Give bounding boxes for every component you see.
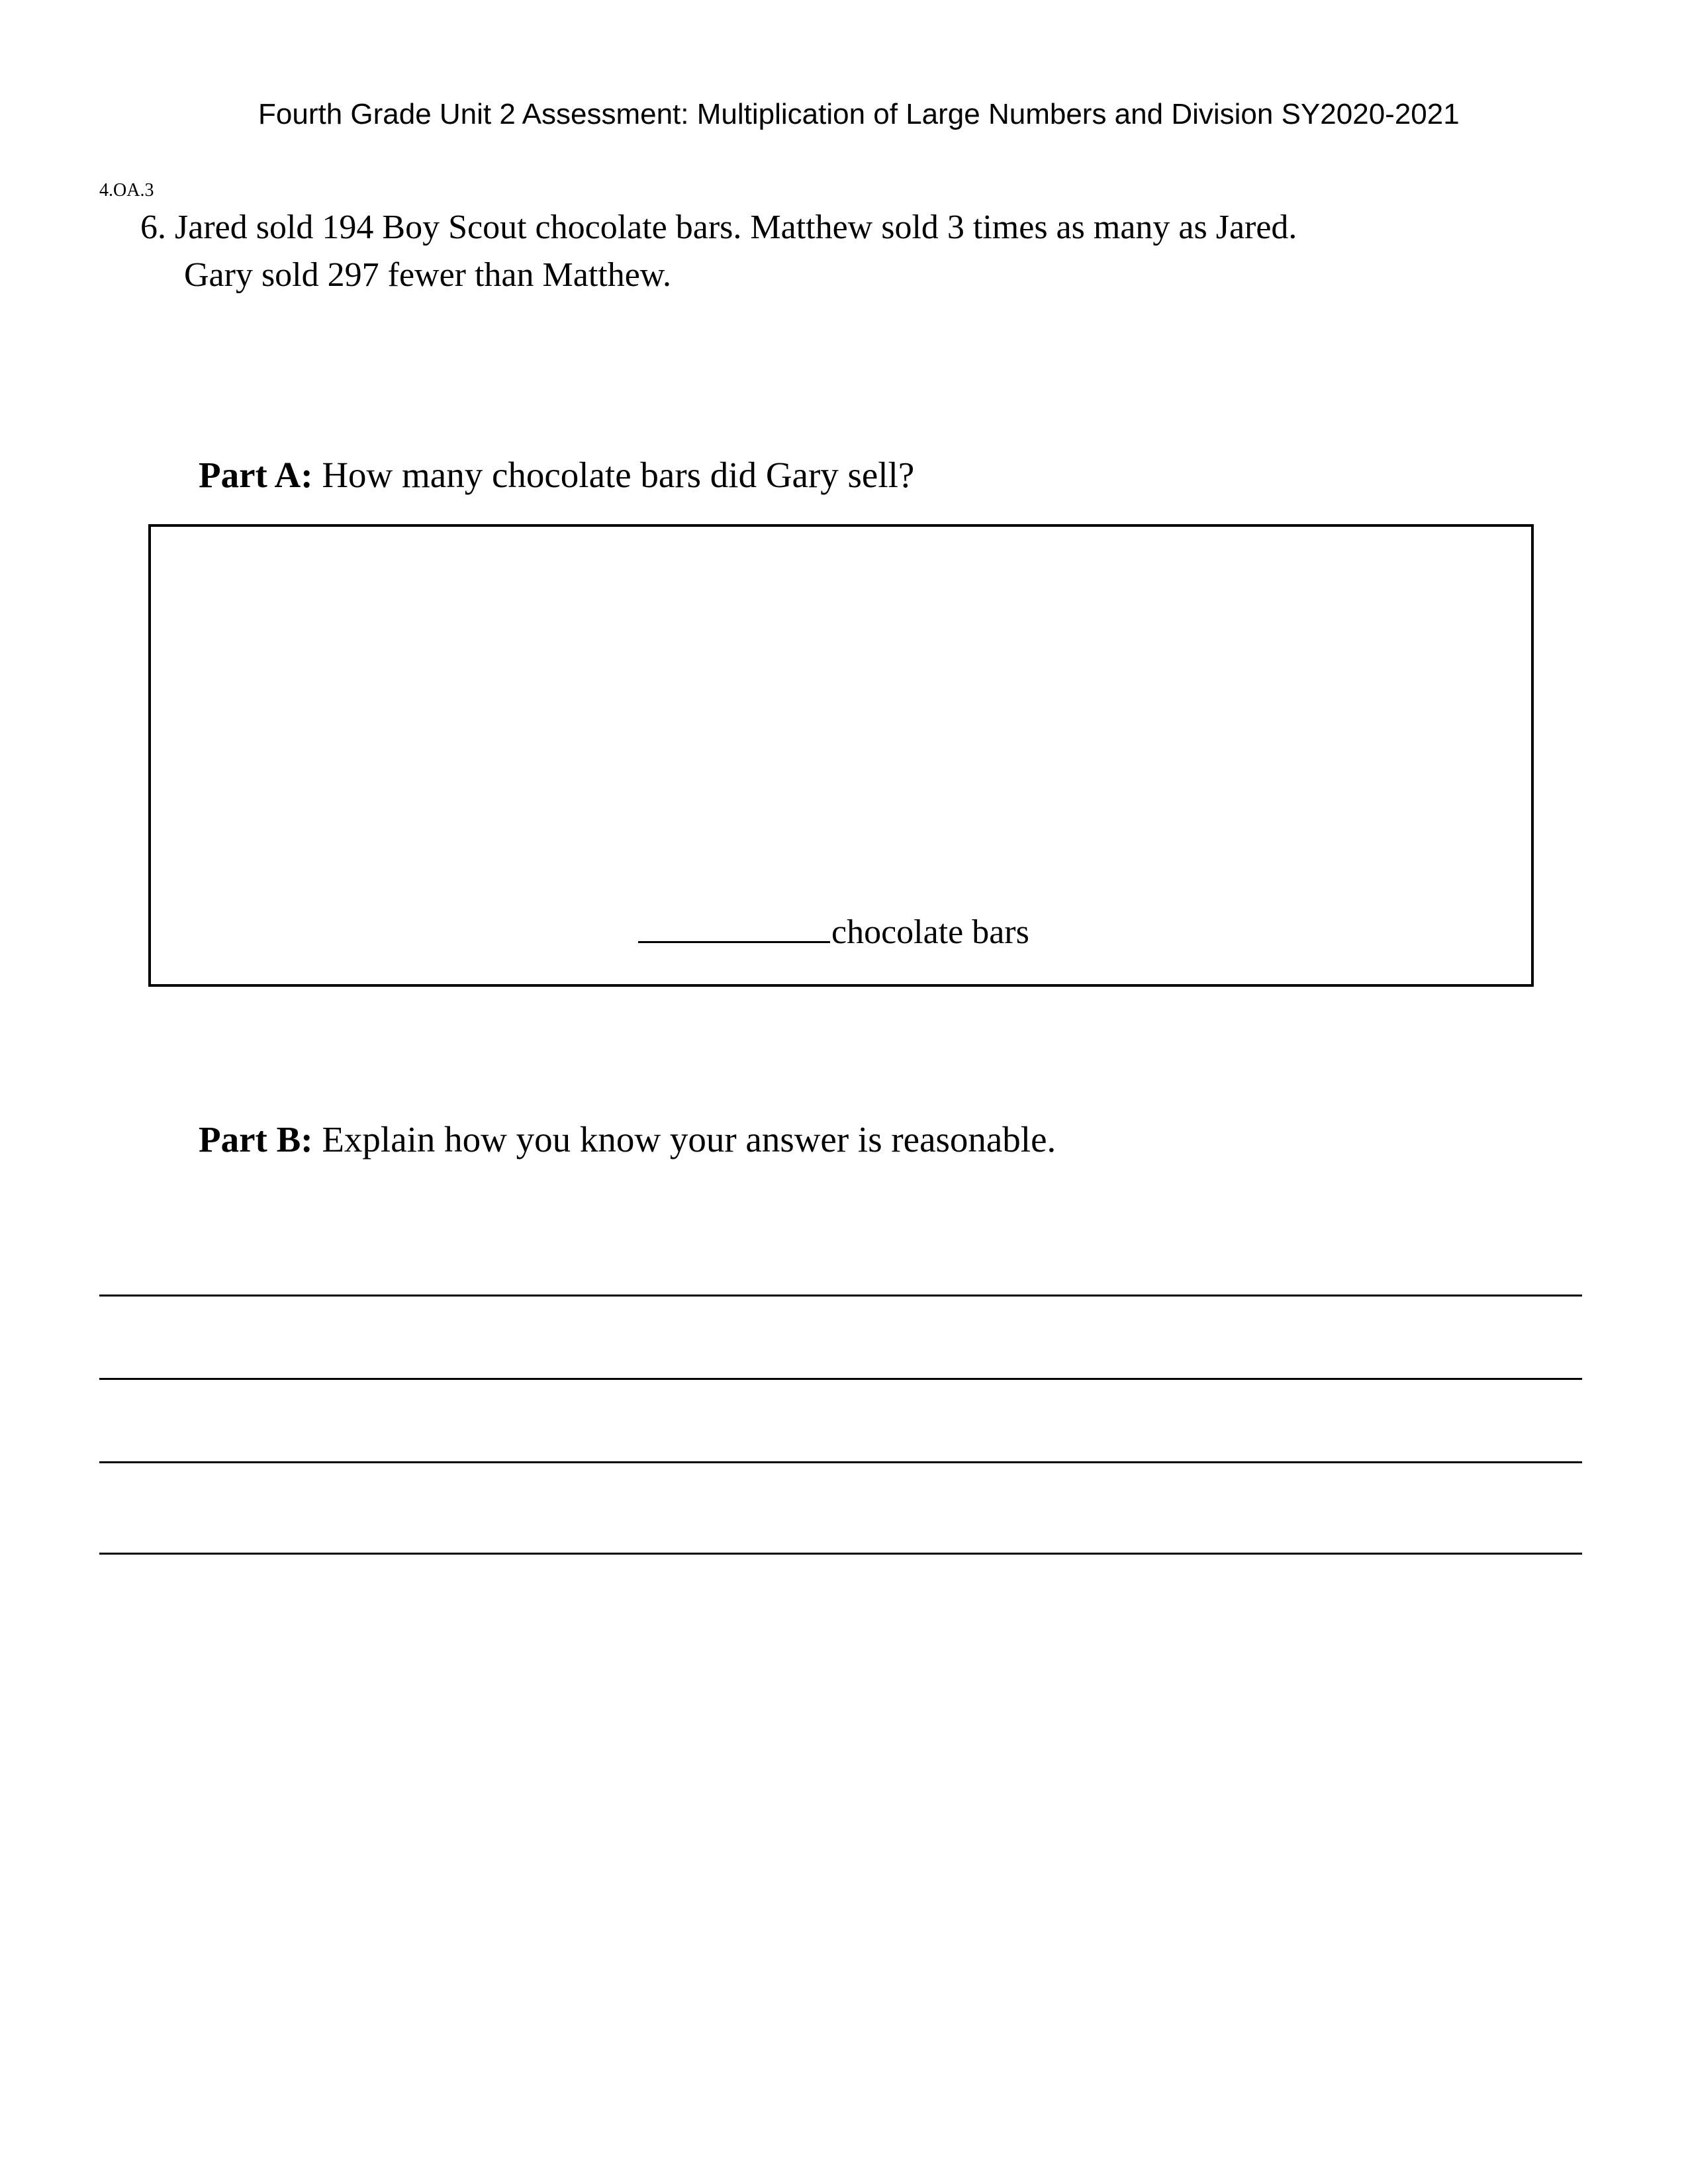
answer-blank[interactable] (638, 903, 830, 943)
question-text (140, 204, 1297, 299)
part-b-label: Part B: (199, 1119, 313, 1160)
answer-unit: chocolate bars (831, 913, 1029, 951)
part-a-prompt (199, 454, 914, 496)
writing-line[interactable] (99, 1295, 1582, 1297)
part-a-question: How many chocolate bars did Gary sell? (312, 455, 915, 495)
question-line-1: 6. Jared sold 194 Boy Scout chocolate bars. Matthew sold 3 times as many as Jared. (140, 208, 1297, 246)
question-line-2: Gary sold 297 fewer than Matthew. (184, 256, 671, 294)
part-b-prompt (199, 1118, 1056, 1160)
page-header: Fourth Grade Unit 2 Assessment: Multiplication of Large Numbers and Division SY2020-2021 (258, 98, 1460, 130)
writing-line[interactable] (99, 1378, 1582, 1380)
part-b-question: Explain how you know your answer is reasonable. (312, 1119, 1056, 1160)
writing-line[interactable] (99, 1553, 1582, 1555)
answer-line (638, 903, 1029, 952)
standard-code: 4.OA.3 (99, 180, 154, 201)
part-a-label: Part A: (199, 455, 313, 495)
part-a-answer-box[interactable] (148, 524, 1534, 987)
writing-line[interactable] (99, 1461, 1582, 1463)
